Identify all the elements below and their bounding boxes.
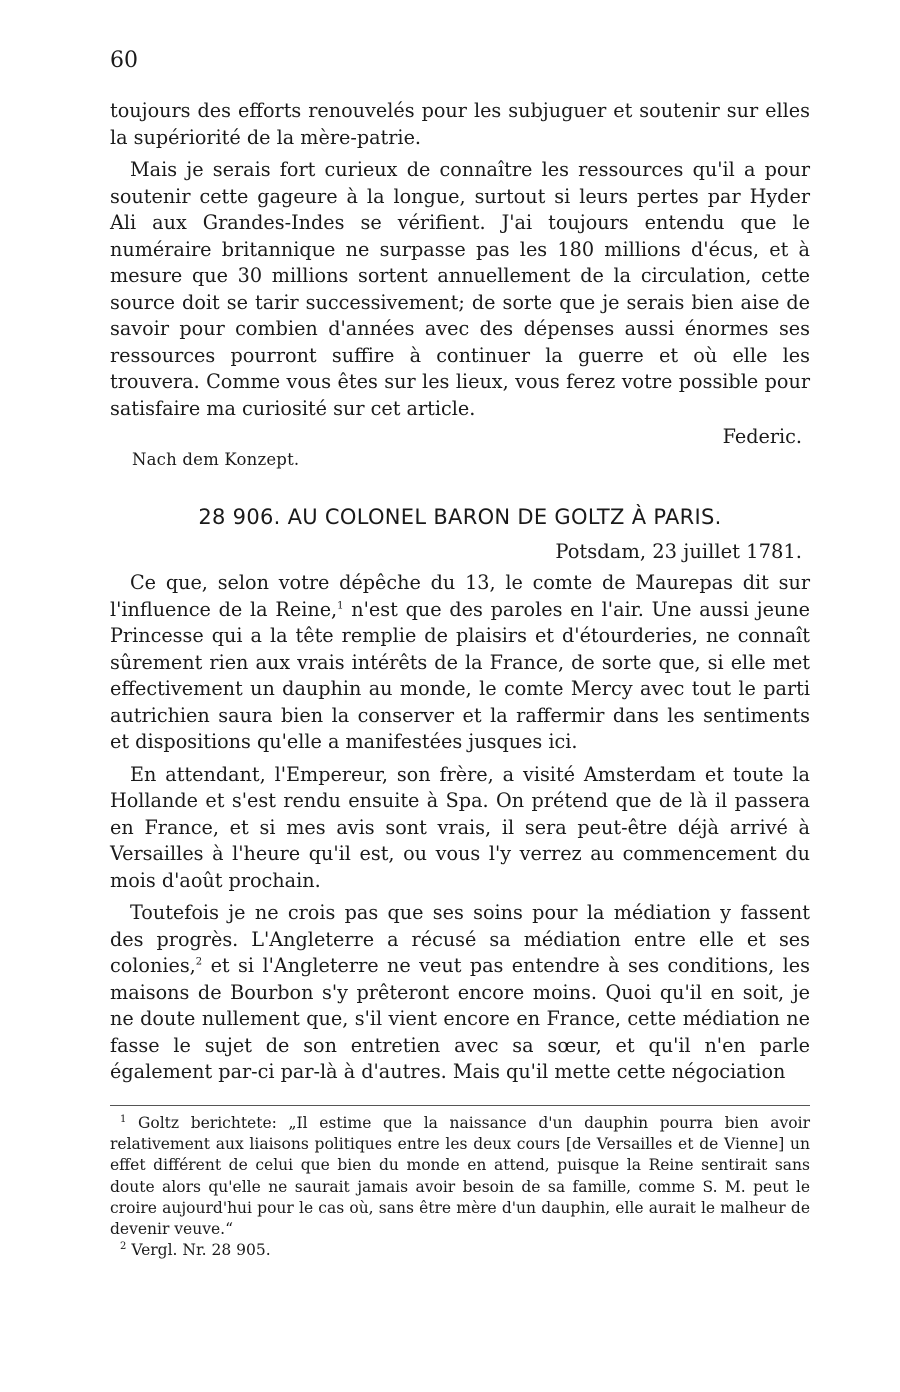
footnote — [110, 1240, 810, 1261]
paragraph-text: Toutefois je ne crois pas que ses soins pour la médiation y fassent des progrès. L'Angleterre a récusé sa médiation entre elle et ses colonies, — [110, 901, 810, 977]
paragraph: Mais je serais fort curieux de connaître les ressources qu'il a pour soutenir cette gageure à la longue, surtout si leurs pertes par Hyder Ali aux Grandes-Indes se vérifient. J'ai toujours entendu que le numéraire britannique ne surpasse pas les 180 millions d'écus, et à mesure que 30 millions sortent annuellement de la circulation, cette source doit se tarir successivement; de sorte que je serais bien aise de savoir pour combien d'années avec des dépenses aussi énormes ses ressources pourront suffire à continuer la guerre et où elle les trouvera. Comme vous êtes sur les lieux, vous ferez votre possible pour satisfaire ma curiosité sur cet article. — [110, 158, 810, 420]
paragraph-text: n'est que des paroles en l'air. Une aussi jeune Princesse qui a la tête remplie de plaisirs et d'étourderies, ne connaît sûrement rien aux vrais intérêts de la France, de sorte que, si elle met effectivement un dauphin au monde, le comte Mercy avec tout le parti autrichien saura bien la conserver et la raffermir dans les sentiments et dispositions qu'elle a manifestées jusques ici. — [110, 597, 811, 753]
paragraph-text: Ce que, selon votre dépêche du 13, le comte de Maurepas dit sur l'influence de la Reine, — [110, 571, 810, 621]
footnote-text: Vergl. Nr. 28 905. — [131, 1241, 271, 1260]
dateline: Potsdam, 23 juillet 1781. — [555, 540, 802, 563]
footnotes — [110, 1113, 810, 1261]
paragraph-text: et si l'Angleterre ne veut pas entendre à ses conditions, les maisons de Bourbon s'y prêteront encore moins. Quoi qu'il en soit, je ne doute nullement que, s'il vient encore en France, cette médiation ne fasse le sujet de son entretien avec sa sœur, et qu'il n'en parle également par-ci par-là à d'autres. Mais qu'il mette cette négociation — [110, 954, 810, 1083]
footnote-mark: 1 — [120, 1113, 127, 1125]
footnote-mark: 2 — [120, 1241, 127, 1253]
footnote-text: Goltz berichtete: „Il estime que la naissance d'un dauphin pourra bien avoir relativement aux liaisons politiques entre les deux cours [de Versailles et de Vienne] un effet différent de celui que bien du monde en attend, puisque la Reine sentirait sans doute alors qu'elle ne saurait jamais avoir besoin de sa famille, comme S. M. peut le croire aujourd'hui pour le cas où, sans être mère d'un dauphin, elle aurait le malheur de devenir veuve.“ — [110, 1114, 810, 1239]
paragraph — [110, 900, 810, 1086]
footnote-ref: 2 — [195, 956, 203, 968]
paragraph: En attendant, l'Empereur, son frère, a visité Amsterdam et toute la Hollande et s'est rendu ensuite à Spa. On prétend que de là il passera en France, et si mes avis sont vrais, il sera peut-être déjà arrivé à Versailles à l'heure qu'il est, ou vous l'y verrez au commencement du mois d'août prochain. — [110, 762, 810, 892]
footnote — [110, 1113, 810, 1240]
page-number: 60 — [110, 48, 138, 73]
paragraph: toujours des efforts renouvelés pour les subjuguer et soutenir sur elles la supériorité de la mère-patrie. — [110, 99, 810, 149]
signature: Federic. — [722, 425, 802, 448]
letter-continuation — [110, 98, 810, 473]
letter-body — [110, 570, 810, 1086]
letter-heading: 28 906. AU COLONEL BARON DE GOLTZ À PARIS. — [198, 505, 722, 529]
source-note: Nach dem Konzept. — [132, 449, 300, 469]
footnote-ref: 1 — [337, 600, 344, 612]
footnote-rule — [110, 1105, 810, 1106]
paragraph — [110, 570, 810, 756]
